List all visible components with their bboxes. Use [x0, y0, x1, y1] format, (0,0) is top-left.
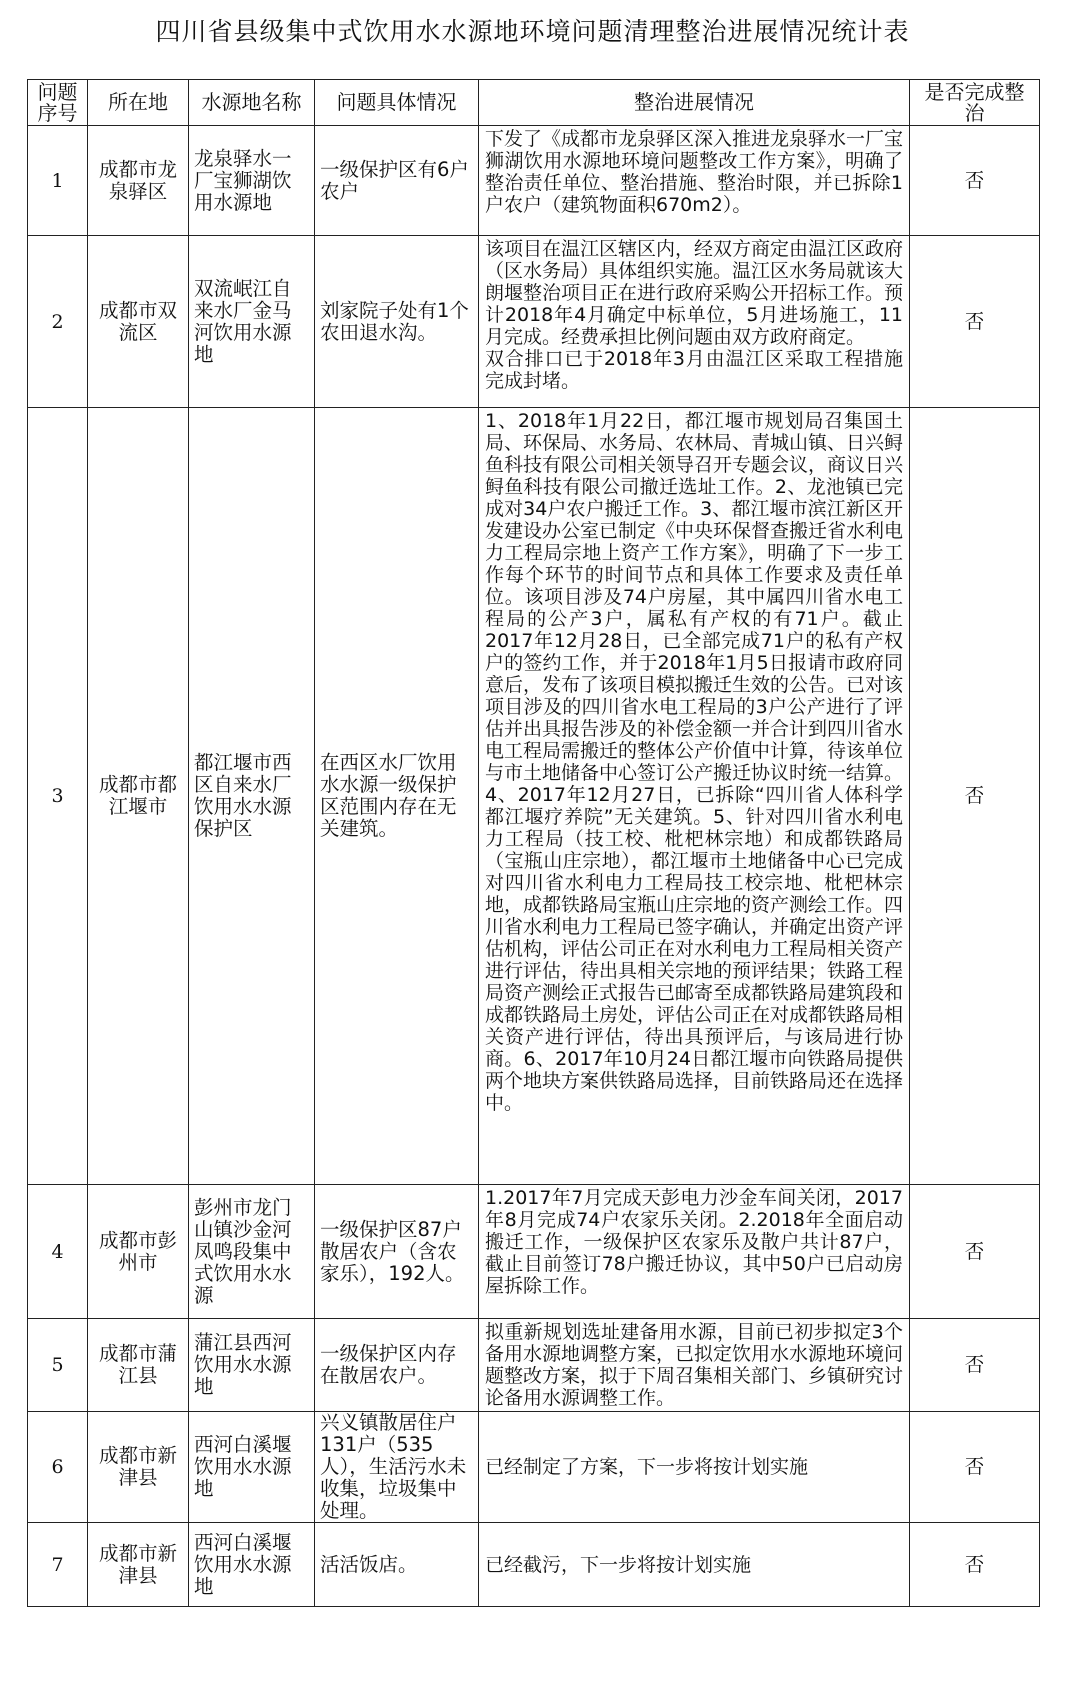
row-location: 成都市双流区 [88, 236, 189, 408]
header-location: 所在地 [88, 80, 189, 126]
row-number: 7 [28, 1523, 88, 1607]
row-issue: 一级保护区87户散居农户（含农家乐），192人。 [315, 1185, 479, 1319]
table-header-row [28, 80, 1040, 126]
row-number: 1 [28, 126, 88, 236]
row-progress [479, 126, 910, 236]
row-progress [479, 1523, 910, 1607]
table-row [28, 1412, 1040, 1523]
row-source-name: 彭州市龙门山镇沙金河凤鸣段集中式饮用水水源 [189, 1185, 315, 1319]
row-issue: 活活饭店。 [315, 1523, 479, 1607]
progress-paragraph: 已经截污，下一步将按计划实施 [485, 1553, 752, 1576]
row-location: 成都市彭州市 [88, 1185, 189, 1319]
row-done-status: 否 [910, 1412, 1040, 1523]
row-issue: 在西区水厂饮用水水源一级保护区范围内存在无关建筑。 [315, 408, 479, 1185]
row-issue: 一级保护区有6户农户 [315, 126, 479, 236]
table-row [28, 1319, 1040, 1412]
progress-paragraph: 下发了《成都市龙泉驿区深入推进龙泉驿水一厂宝狮湖饮用水源地环境问题整改工作方案》，明确了整治责任单位、整治措施、整治时限，并已拆除1户农户（建筑物面积670m2）。 [485, 128, 904, 216]
row-issue: 一级保护区内存在散居农户。 [315, 1319, 479, 1412]
row-location: 成都市蒲江县 [88, 1319, 189, 1412]
header-done: 是否完成整治 [910, 80, 1040, 126]
header-issue: 问题具体情况 [315, 80, 479, 126]
progress-paragraph: 1、2018年1月22日，都江堰市规划局召集国土局、环保局、水务局、农林局、青城山镇、日兴鲟鱼科技有限公司相关领导召开专题会议，商议日兴鲟鱼科技有限公司撤迁选址工作。2、龙池镇已完成对34户农户搬迁工作。3、都江堰市滨江新区开发建设办公室已制定《中央环保督查搬迁省水利电力工程局宗地上资产工作方案》，明确了下一步工作每个环节的时间节点和具体工作要求及责任单位。该项目涉及74户房屋，其中属四川省水电工程局的公产3户，属私有产权的有71户。截止2017年12月28日，已全部完成71户的私有产权户的签约工作，并于2018年1月5日报请市政府同意后，发布了该项目模拟搬迁生效的公告。已对该项目涉及的四川省水电工程局的3户公产进行了评估并出具报告涉及的补偿金额一并合计到四川省水电工程局需搬迁的整体公产价值中计算，待该单位与市土地储备中心签订公产搬迁协议时统一结算。4、2017年12月27日，已拆除“四川省人体科学都江堰疗养院”无关建筑。5、针对四川省水利电力工程局（技工校、枇杷林宗地）和成都铁路局（宝瓶山庄宗地），都江堰市土地储备中心已完成对四川省水利电力工程局技工校宗地、枇杷林宗地，成都铁路局宝瓶山庄宗地的资产测绘工作。四川省水利电力工程局已签字确认，并确定出资产评估机构，评估公司正在对水利电力工程局相关资产进行评估，待出具相关宗地的预评结果；铁路工程局资产测绘正式报告已邮寄至成都铁路局建筑段和成都铁路局土房处，评估公司正在对成都铁路局相关资产进行评估，待出具预评后，与该局进行协商。6、2017年10月24日都江堰市向铁路局提供两个地块方案供铁路局选择，目前铁路局还在选择中。 [485, 410, 904, 1114]
row-done-status: 否 [910, 1523, 1040, 1607]
row-source-name: 西河白溪堰饮用水水源地 [189, 1523, 315, 1607]
row-progress [479, 1185, 910, 1319]
header-progress: 整治进展情况 [479, 80, 910, 126]
table-row [28, 126, 1040, 236]
progress-paragraph: 该项目在温江区辖区内，经双方商定由温江区政府（区水务局）具体组织实施。温江区水务局就该大朗堰整治项目正在进行政府采购公开招标工作。预计2018年4月确定中标单位，5月进场施工，11月完成。经费承担比例问题由双方政府商定。 [485, 238, 904, 348]
progress-paragraph: 双合排口已于2018年3月由温江区采取工程措施完成封堵。 [485, 348, 903, 392]
row-source-name: 蒲江县西河饮用水水源地 [189, 1319, 315, 1412]
progress-table [27, 79, 1040, 1607]
row-location: 成都市都江堰市 [88, 408, 189, 1185]
table-row [28, 236, 1040, 408]
row-location: 成都市新津县 [88, 1412, 189, 1523]
row-done-status: 否 [910, 1319, 1040, 1412]
row-source-name: 龙泉驿水一厂宝狮湖饮用水源地 [189, 126, 315, 236]
progress-paragraph: 拟重新规划选址建备用水源，目前已初步拟定3个备用水源地调整方案，已拟定饮用水水源地环境问题整改方案，拟于下周召集相关部门、乡镇研究讨论备用水源调整工作。 [485, 1321, 904, 1409]
row-done-status: 否 [910, 1185, 1040, 1319]
row-number: 4 [28, 1185, 88, 1319]
table-row [28, 1523, 1040, 1607]
row-source-name: 都江堰市西区自来水厂饮用水水源保护区 [189, 408, 315, 1185]
progress-paragraph: 已经制定了方案，下一步将按计划实施 [485, 1456, 809, 1478]
page-title: 四川省县级集中式饮用水水源地环境问题清理整治进展情况统计表 [155, 17, 910, 46]
row-done-status: 否 [910, 236, 1040, 408]
row-number: 6 [28, 1412, 88, 1523]
row-done-status: 否 [910, 408, 1040, 1185]
header-no: 问题序号 [28, 80, 88, 126]
row-progress [479, 1412, 910, 1523]
progress-paragraph: 1.2017年7月完成天彭电力沙金车间关闭，2017年8月完成74户农家乐关闭。2.2018年全面启动搬迁工作，一级保护区农家乐及散户共计87户，截止目前签订78户搬迁协议，其中50户已启动房屋拆除工作。 [485, 1187, 903, 1297]
row-source-name: 双流岷江自来水厂金马河饮用水源地 [189, 236, 315, 408]
table-row [28, 1185, 1040, 1319]
row-progress [479, 1319, 910, 1412]
table-row [28, 408, 1040, 1185]
row-issue: 兴义镇散居住户131户（535人），生活污水未收集，垃圾集中处理。 [315, 1412, 479, 1523]
row-done-status: 否 [910, 126, 1040, 236]
row-location: 成都市龙泉驿区 [88, 126, 189, 236]
row-progress [479, 236, 910, 408]
header-source: 水源地名称 [189, 80, 315, 126]
row-location: 成都市新津县 [88, 1523, 189, 1607]
row-source-name: 西河白溪堰饮用水水源地 [189, 1412, 315, 1523]
row-number: 3 [28, 408, 88, 1185]
row-progress [479, 408, 910, 1185]
row-number: 5 [28, 1319, 88, 1412]
row-number: 2 [28, 236, 88, 408]
row-issue: 刘家院子处有1个农田退水沟。 [315, 236, 479, 408]
